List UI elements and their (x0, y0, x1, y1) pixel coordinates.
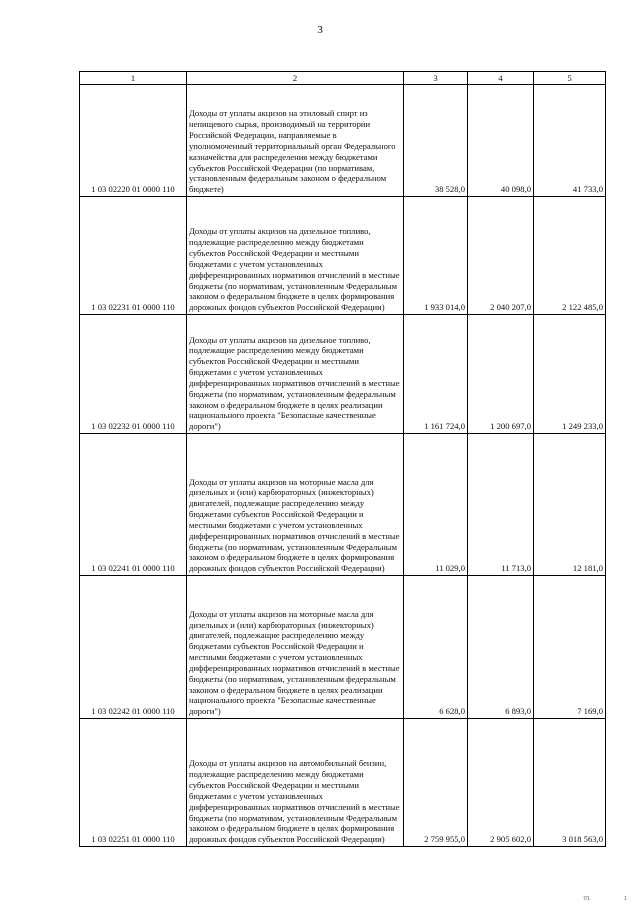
amount-col-5: 2 122 485,0 (534, 197, 606, 315)
budget-code: 1 03 02251 01 0000 110 (80, 719, 187, 847)
budget-code: 1 03 02231 01 0000 110 (80, 197, 187, 315)
table-row (80, 315, 606, 434)
column-header-4: 4 (468, 72, 534, 85)
table-row (80, 197, 606, 315)
table-row (80, 85, 606, 197)
amount-col-4: 11 713,0 (468, 434, 534, 576)
amount-col-3: 6 628,0 (404, 576, 468, 719)
budget-code: 1 03 02232 01 0000 110 (80, 315, 187, 434)
amount-col-5: 7 169,0 (534, 576, 606, 719)
amount-col-4: 2 905 602,0 (468, 719, 534, 847)
amount-col-3: 1 161 724,0 (404, 315, 468, 434)
revenue-description: Доходы от уплаты акцизов на моторные масла для дизельных и (или) карбюраторных (инжекторных) двигателей, подлежащие распределению между бюджетами субъектов Российской Федерации и местными бюджетами с учетом установленных дифференцированных нормативов отчислений в местные бюджеты (по нормативам, установленным Федеральным законом о федеральном бюджете в целях формирования дорожных фондов субъектов Российской Федерации) (187, 434, 404, 576)
column-header-1: 1 (80, 72, 187, 85)
table-row (80, 719, 606, 847)
revenue-description: Доходы от уплаты акцизов на автомобильный бензин, подлежащие распределению между бюджетами субъектов Российской Федерации и местными бюджетами с учетом установленных дифференцированных нормативов отчислений в местные бюджеты (по нормативам, установленным Федеральным законом о федеральном бюджете в целях формирования дорожных фондов субъектов Российской Федерации) (187, 719, 404, 847)
column-header-2: 2 (187, 72, 404, 85)
table-row (80, 576, 606, 719)
column-header-5: 5 (534, 72, 606, 85)
budget-code: 1 03 02220 01 0000 110 (80, 85, 187, 197)
budget-code: 1 03 02241 01 0000 110 (80, 434, 187, 576)
revenue-description: Доходы от уплаты акцизов на моторные масла для дизельных и (или) карбюраторных (инжекторных) двигателей, подлежащие распределению между бюджетами субъектов Российской Федерации и местными бюджетами с учетом установленных дифференцированных нормативов отчислений в местные бюджеты (по нормативам, установленным федеральным законом о федеральном бюджете в целях реализации национального проекта "Безопасные качественные дороги") (187, 576, 404, 719)
revenue-table (79, 71, 606, 847)
amount-col-4: 6 893,0 (468, 576, 534, 719)
amount-col-3: 2 759 955,0 (404, 719, 468, 847)
amount-col-4: 1 200 697,0 (468, 315, 534, 434)
table-header (80, 72, 606, 85)
revenue-description: Доходы от уплаты акцизов на этиловый спирт из непищевого сырья, производимый на территории Российской Федерации, направляемые в уполномоченный территориальный орган Федерального казначейства для распределения между бюджетами субъектов Российской Федерации (по нормативам, установленным федеральным законом о федеральном бюджете) (187, 85, 404, 197)
amount-col-5: 12 181,0 (534, 434, 606, 576)
budget-code: 1 03 02242 01 0000 110 (80, 576, 187, 719)
column-header-3: 3 (404, 72, 468, 85)
amount-col-5: 1 249 233,0 (534, 315, 606, 434)
amount-col-3: 38 528,0 (404, 85, 468, 197)
page-number: 3 (317, 24, 323, 36)
footer-mark-right: 1 (624, 896, 627, 902)
amount-col-4: 40 098,0 (468, 85, 534, 197)
footer-mark-left: 7/1 (583, 896, 590, 902)
amount-col-3: 11 029,0 (404, 434, 468, 576)
amount-col-5: 41 733,0 (534, 85, 606, 197)
amount-col-3: 1 933 014,0 (404, 197, 468, 315)
revenue-description: Доходы от уплаты акцизов на дизельное топливо, подлежащие распределению между бюджетами субъектов Российской Федерации и местными бюджетами с учетом установленных дифференцированных нормативов отчислений в местные бюджеты (по нормативам, установленным Федеральным законом о федеральном бюджете в целях формирования дорожных фондов субъектов Российской Федерации) (187, 197, 404, 315)
amount-col-5: 3 018 563,0 (534, 719, 606, 847)
amount-col-4: 2 040 207,0 (468, 197, 534, 315)
revenue-description: Доходы от уплаты акцизов на дизельное топливо, подлежащие распределению между бюджетами субъектов Российской Федерации и местными бюджетами с учетом установленных дифференцированных нормативов отчислений в местные бюджеты (по нормативам, установленным федеральным законом о федеральном бюджете в целях реализации национального проекта "Безопасные качественные дороги") (187, 315, 404, 434)
table-row (80, 434, 606, 576)
